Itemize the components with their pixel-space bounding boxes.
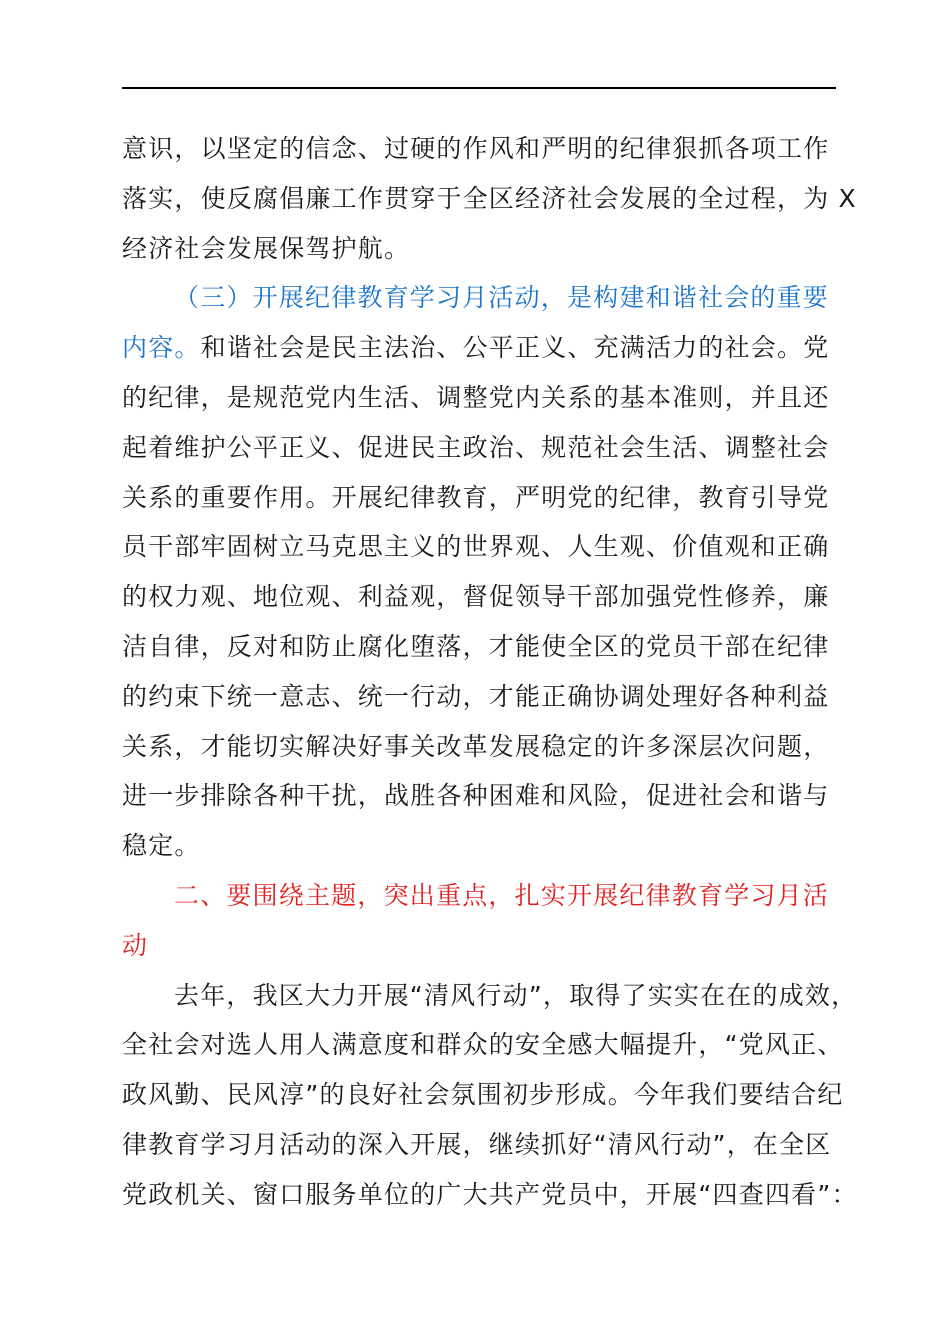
section-2-heading: 二、要围绕主题，突出重点，扎实开展纪律教育学习月活 (174, 880, 830, 910)
p2-line-2-rest: 和谐社会是民主法治、公平正义、充满活力的社会。党 (200, 333, 830, 363)
p2-line: 的纪律，是规范党内生活、调整党内关系的基本准则，并且还 (122, 382, 830, 412)
p2-line: 稳定。 (122, 831, 201, 861)
p2-line: 起着维护公平正义、促进民主政治、规范社会生活、调整社会 (122, 432, 830, 462)
p3-line: 去年，我区大力开展“清风行动”，取得了实实在在的成效， (174, 980, 858, 1010)
p3-line: 政风勤、民风淳”的良好社会氛围初步形成。今年我们要结合纪 (122, 1080, 844, 1110)
document-body (122, 124, 858, 1220)
p3-line: 党政机关、窗口服务单位的广大共产党员中，开展“四查四看”： (122, 1179, 858, 1209)
header-rule (122, 87, 836, 89)
p1-line-1: 意识，以坚定的信念、过硬的作风和严明的纪律狠抓各项工作 (122, 134, 830, 163)
p3-line: 全社会对选人用人满意度和群众的安全感大幅提升，“党风正、 (122, 1030, 844, 1060)
p2-line: 关系，才能切实解决好事关改革发展稳定的许多深层次问题， (122, 731, 830, 761)
p2-line-2 (122, 323, 838, 373)
p2-line: 关系的重要作用。开展纪律教育，严明党的纪律，教育引导党 (122, 482, 830, 512)
subsection-3-heading-end: 内容。 (122, 333, 201, 363)
p1-line-3: 经济社会发展保驾护航。 (122, 233, 411, 263)
p3-line: 律教育学习月活动的深入开展，继续抓好“清风行动”，在全区 (122, 1129, 832, 1159)
p2-line: 进一步排除各种干扰，战胜各种困难和风险，促进社会和谐与 (122, 781, 830, 811)
section-2-heading-end: 动 (122, 930, 149, 960)
p2-line: 的权力观、地位观、利益观，督促领导干部加强党性修养，廉 (122, 582, 830, 612)
subsection-3-heading: （三）开展纪律教育学习月活动，是构建和谐社会的重要 (174, 283, 830, 313)
p2-line: 洁自律，反对和防止腐化堕落，才能使全区的党员干部在纪律 (122, 631, 830, 661)
p2-line: 的约束下统一意志、统一行动，才能正确协调处理好各种利益 (122, 681, 830, 711)
p1-line-2: 落实，使反腐倡廉工作贯穿于全区经济社会发展的全过程，为 X (122, 183, 857, 213)
p2-line: 员干部牢固树立马克思主义的世界观、人生观、价值观和正确 (122, 532, 830, 562)
